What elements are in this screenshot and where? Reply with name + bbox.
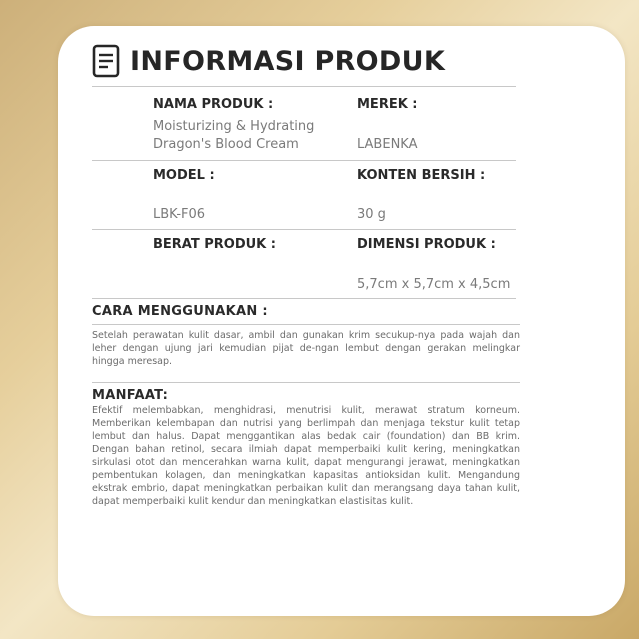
berat-produk-label: BERAT PRODUK : bbox=[153, 237, 276, 252]
divider bbox=[92, 229, 516, 230]
konten-bersih-value: 30 g bbox=[357, 207, 386, 222]
divider bbox=[92, 86, 516, 87]
divider bbox=[92, 324, 520, 325]
benefits-title: MANFAAT: bbox=[92, 388, 169, 403]
dimensi-produk-value: 5,7cm x 5,7cm x 4,5cm bbox=[357, 277, 511, 292]
nama-produk-value-line2: Dragon's Blood Cream bbox=[153, 137, 299, 152]
document-icon bbox=[92, 44, 120, 78]
page-title: INFORMASI PRODUK bbox=[130, 45, 446, 77]
dimensi-produk-label: DIMENSI PRODUK : bbox=[357, 237, 496, 252]
merek-label: MEREK : bbox=[357, 97, 418, 112]
divider bbox=[92, 382, 520, 383]
divider bbox=[92, 160, 516, 161]
model-label: MODEL : bbox=[153, 168, 215, 183]
model-value: LBK-F06 bbox=[153, 207, 206, 222]
benefits-text: Efektif melembabkan, menghidrasi, menutrisi kulit, merawat stratum korneum. Memberikan kelembapan dan nutrisi yang berlimpah dan menjaga tekstur kulit tetap lembut dan halus. Dapat menggantikan alas bedak cair (foundation) dan BB krim. Dengan bahan retinol, secara ilmiah dapat memperbaiki kulit kering, meningkatkan sirkulasi otot dan mencerahkan warna kulit, dapat mengurangi jerawat, meningkatkan pembentukan kolagen, dan meningkatkan kapasitas antioksidan kulit. Mengandung ekstrak embrio, dapat meningkatkan perbaikan kulit dan merangsang daya tahan kulit, dapat memperbaiki kulit kendur dan meningkatkan elastisitas kulit. bbox=[92, 405, 520, 507]
info-card bbox=[58, 26, 625, 616]
usage-title: CARA MENGGUNAKAN : bbox=[92, 304, 268, 319]
konten-bersih-label: KONTEN BERSIH : bbox=[357, 168, 486, 183]
usage-text: Setelah perawatan kulit dasar, ambil dan gunakan krim secukup-nya pada wajah dan leher dengan ujung jari kemudian pijat de-ngan lembut dengan gerakan melingkar hingga meresap. bbox=[92, 330, 520, 367]
title-row bbox=[92, 44, 445, 78]
nama-produk-label: NAMA PRODUK : bbox=[153, 97, 274, 112]
merek-value: LABENKA bbox=[357, 137, 418, 152]
divider bbox=[92, 298, 516, 299]
nama-produk-value-line1: Moisturizing & Hydrating bbox=[153, 119, 315, 134]
